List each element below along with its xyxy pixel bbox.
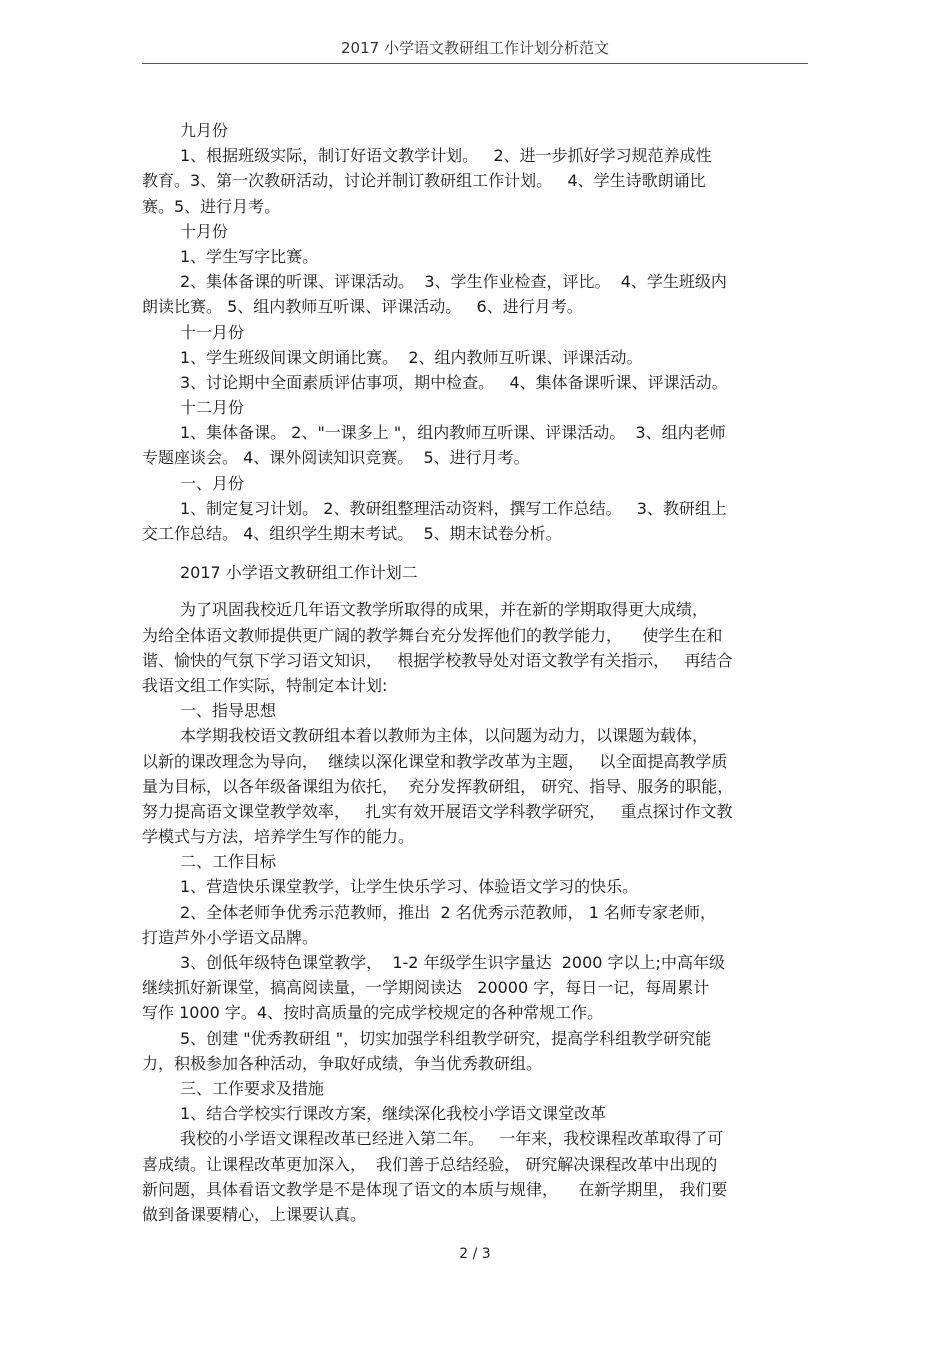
text-line: 为了巩固我校近几年语文教学所取得的成果，并在新的学期取得更大成绩，	[180, 600, 709, 620]
section-title: 2017 小学语文教研组工作计划二	[180, 563, 418, 583]
text-line: 1、营造快乐课堂教学，让学生快乐学习、体验语文学习的快乐。	[180, 877, 639, 897]
page-number: 2 / 3	[459, 1246, 491, 1262]
text-line: 2、集体备课的听课、评课活动。 3、学生作业检查，评比。 4、学生班级内	[180, 272, 727, 292]
month-heading: 十一月份	[180, 322, 245, 342]
text-line: 努力提高语文课堂教学效率， 扎实有效开展语文学科教学研究， 重点探讨作文教	[142, 801, 733, 821]
text-line: 写作 1000 字。4、按时高质量的完成学校规定的各种常规工作。	[142, 1003, 604, 1023]
document-body	[142, 118, 808, 1227]
text-line: 1、制定复习计划。 2、教研组整理活动资料，撰写工作总结。 3、教研组上	[180, 498, 727, 518]
header-divider	[142, 63, 808, 64]
text-line: 喜成绩。让课程改革更加深入， 我们善于总结经验， 研究解决课程改革中出现的	[142, 1154, 718, 1174]
text-line: 力，积极参加各种活动，争取好成绩，争当优秀教研组。	[142, 1053, 543, 1073]
text-line: 1、学生写字比赛。	[180, 246, 319, 266]
text-line: 3、创低年级特色课堂教学， 1-2 年级学生识字量达 2000 字以上;中高年级	[180, 953, 725, 972]
text-line: 教育。3、第一次教研活动，讨论并制订教研组工作计划。 4、学生诗歌朗诵比	[142, 171, 706, 191]
subsection-heading: 三、工作要求及措施	[180, 1078, 325, 1098]
text-line: 我校的小学语文课程改革已经进入第二年。 一年来，我校课程改革取得了可	[180, 1129, 724, 1149]
text-line: 打造芦外小学语文品牌。	[142, 927, 319, 947]
text-line: 做到备课要精心，上课要认真。	[142, 1204, 367, 1224]
text-line: 1、结合学校实行课改方案，继续深化我校小学语文课堂改革	[180, 1104, 607, 1124]
text-line: 量为目标，以各年级备课组为依托， 充分发挥教研组， 研究、指导、服务的职能，	[142, 776, 734, 796]
text-line: 1、根据班级实际，制订好语文教学计划。 2、进一步抓好学习规范养成性	[180, 146, 712, 166]
month-heading: 十二月份	[180, 398, 245, 418]
text-line: 新问题，具体看语文教学是不是体现了语文的本质与规律， 在新学期里， 我们要	[142, 1179, 728, 1199]
text-line: 为给全体语文教师提供更广阔的教学舞台充分发挥他们的教学能力， 使学生在和	[142, 625, 723, 645]
text-line: 1、集体备课。 2、"一课多上 "，组内教师互听课、评课活动。 3、组内老师	[180, 423, 726, 443]
text-line: 我语文组工作实际，特制定本计划:	[142, 675, 388, 695]
page-header-title: 2017 小学语文教研组工作计划分析范文	[341, 39, 609, 57]
text-line: 朗读比赛。 5、组内教师互听课、评课活动。 6、进行月考。	[142, 297, 583, 317]
month-heading: 一、月份	[180, 473, 245, 493]
text-line: 交工作总结。 4、组织学生期末考试。 5、期末试卷分析。	[142, 524, 562, 543]
text-line: 赛。5、进行月考。	[142, 196, 281, 216]
text-line: 本学期我校语文教研组本着以教师为主体，以问题为动力，以课题为载体，	[180, 726, 709, 746]
text-line: 谐、愉快的气氛下学习语文知识， 根据学校教导处对语文教学有关指示， 再结合	[142, 650, 733, 670]
subsection-heading: 一、指导思想	[180, 701, 277, 721]
text-line: 以新的课改理念为导向， 继续以深化课堂和教学改革为主题， 以全面提高教学质	[142, 751, 728, 771]
subsection-heading: 二、工作目标	[180, 852, 277, 872]
text-line: 学模式与方法，培养学生写作的能力。	[142, 827, 415, 847]
text-line: 继续抓好新课堂，搞高阅读量，一学期阅读达 20000 字，每日一记，每周累计	[142, 978, 710, 998]
month-heading: 十月份	[180, 221, 229, 241]
text-line: 专题座谈会。 4、课外阅读知识竞赛。 5、进行月考。	[142, 448, 530, 468]
month-heading: 九月份	[180, 121, 229, 140]
text-line: 3、讨论期中全面素质评估事项，期中检查。 4、集体备课听课、评课活动。	[180, 372, 728, 392]
text-line: 1、学生班级间课文朗诵比赛。 2、组内教师互听课、评课活动。	[180, 347, 643, 367]
text-line: 2、全体老师争优秀示范教师，推出 2 名优秀示范教师， 1 名师专家老师，	[180, 902, 716, 922]
text-line: 5、创建 "优秀教研组 "，切实加强学科组教学研究，提高学科组教学研究能	[180, 1028, 712, 1048]
